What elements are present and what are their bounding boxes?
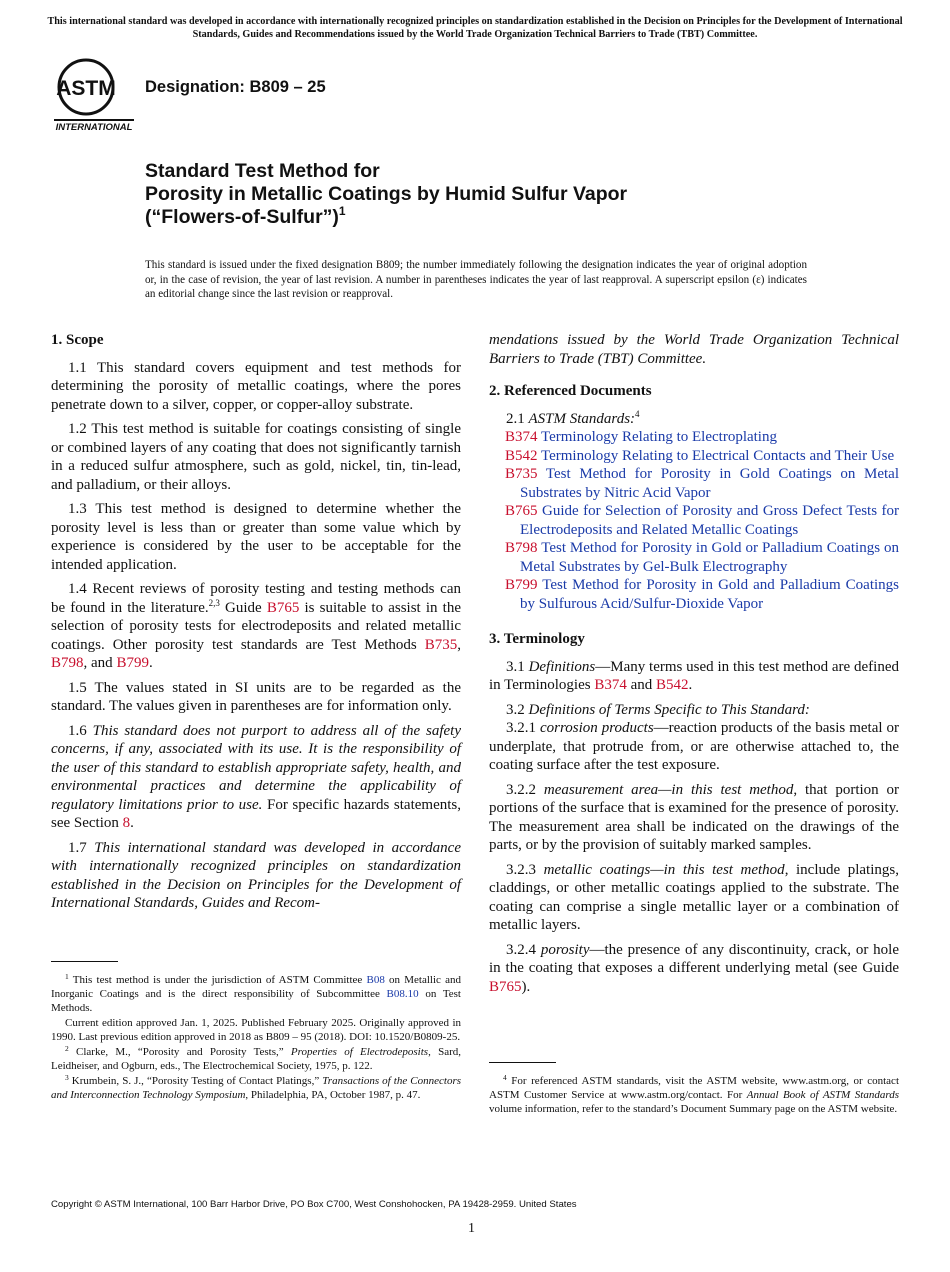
footnote-1-edition: Current edition approved Jan. 1, 2025. Published February 2025. Originally approved in 1990. Last previous edition approved in 2018 as B809 – 95 (2018). DOI: 10.1520/B0809-25. — [51, 1017, 461, 1043]
reference-item[interactable] — [489, 539, 899, 576]
text: Guide — [219, 599, 267, 616]
title-line-3: (“Flowers-of-Sulfur”) — [145, 206, 339, 228]
scope-heading: 1. Scope — [51, 332, 104, 348]
text: . — [130, 815, 134, 831]
reference-item[interactable] — [489, 502, 899, 539]
text: —Many terms used in this test method are defined in Terminologies — [489, 658, 899, 693]
footnote-mark: 1 — [65, 972, 69, 981]
ref-code[interactable]: B735 — [505, 466, 538, 482]
text: Definitions — [528, 658, 596, 675]
paragraph-3-1 — [489, 658, 899, 695]
text: , Philadelphia, PA, October 1987, p. 47. — [245, 1089, 421, 1101]
footnotes-right — [489, 1074, 899, 1117]
footnotes-left — [51, 973, 461, 1103]
text: , that portion or portions of the surface that is examined for the presence of porosity. The measurement area shall be indicated on the drawings of the parts, or by the provision of suitably marked samples. — [489, 781, 900, 853]
link-b798[interactable]: B798 — [51, 655, 84, 671]
text: 3.2.2 — [506, 781, 544, 798]
copyright-footer: Copyright © ASTM International, 100 Barr Harbor Drive, PO Box C700, West Conshohocken, PA 19428-2959. United States — [51, 1199, 577, 1210]
text: Properties of Electrodeposits — [290, 1046, 429, 1058]
paragraph-1-2: 1.2 This test method is suitable for coatings consisting of single or combined layers of any coating that does not significantly tarnish in a reduced sulfur atmosphere, such as gold, nickel, tin, tin-lead, and palladium, or their alloys. — [51, 421, 461, 493]
text: on Test Methods. — [51, 988, 461, 1014]
title-line-2: Porosity in Metallic Coatings by Humid Sulfur Vapor — [145, 183, 628, 205]
text: Transactions of the Connectors and Interconnection Technology Symposium — [51, 1075, 462, 1101]
footnote-2 — [51, 1045, 461, 1073]
international-standard-notice: This international standard was developed in accordance with internationally recognized principles on standardization established in the Decision on Principles for the Development of International Standards, Guides and Recommendations issued by the World Trade Organization Technical Barriers to Trade (TBT) Committee. — [47, 16, 903, 40]
footnote-1 — [51, 973, 461, 1015]
issued-note: This standard is issued under the fixed designation B809; the number immediately following the designation indicates the year of original adoption or, in the case of revision, the year of last revision. A number in parentheses indicates the year of last reapproval. A superscript epsilon (ε) indicates an editorial change since the last revision or reapproval. — [145, 259, 807, 300]
text: measurement area—in this test method — [543, 781, 794, 798]
text: on Metallic and Inorganic Coatings and is the direct responsibility of Subcommittee — [51, 974, 461, 1000]
paragraph-3-2-3 — [489, 861, 899, 935]
footnote-mark: 2 — [65, 1044, 69, 1053]
paragraph-3-2-4 — [489, 941, 899, 997]
title-footnote-mark: 1 — [338, 204, 346, 218]
text: Clarke, M., “Porosity and Porosity Tests,” — [68, 1046, 291, 1058]
text: 3.1 — [506, 658, 529, 675]
text: This standard does not purport to address all of the safety concerns, if any, associated with its use. It is the responsibility of the user of this standard to establish appropriate safety, health, and environmental practices and determine the applicability of regulatory limitations prior to use. — [51, 722, 462, 813]
ref-code[interactable]: B374 — [505, 429, 538, 445]
ref-code[interactable]: B799 — [505, 577, 538, 593]
text: 1.7 — [68, 839, 95, 856]
text: corrosion products — [539, 720, 654, 736]
link-b08[interactable]: B08 — [366, 974, 385, 986]
ref-title[interactable]: Test Method for Porosity in Gold Coatings on Metal Substrates by Nitric Acid Vapor — [520, 466, 899, 501]
text: —reaction products of the basis metal or underplate, that protrude from, or are otherwise attached to, the coating surface after the test exposure. — [489, 720, 899, 773]
link-b765[interactable]: B765 — [266, 599, 300, 616]
text: Annual Book of ASTM Standards — [746, 1089, 899, 1101]
footnote-ref[interactable]: 2,3 — [208, 597, 220, 608]
ref-code[interactable]: B798 — [505, 540, 538, 556]
paragraph-1-7 — [51, 839, 461, 913]
astm-logo-icon — [54, 55, 134, 133]
text: metallic coatings—in this test method — [543, 861, 785, 878]
footnote-3 — [51, 1074, 461, 1102]
link-b542[interactable]: B542 — [656, 677, 689, 693]
text: 2.1 — [506, 410, 529, 427]
footnote-mark: 4 — [503, 1073, 507, 1082]
left-column — [51, 331, 461, 919]
ref-title[interactable]: Test Method for Porosity in Gold and Palladium Coatings by Sulfurous Acid/Sulfur-Dioxide Vapor — [520, 577, 899, 612]
reference-item[interactable] — [489, 447, 899, 466]
text: porosity — [540, 941, 590, 958]
text: ). — [521, 978, 531, 995]
text: For specific hazards statements, see Section — [51, 796, 461, 831]
paragraph-1-4 — [51, 580, 461, 673]
logo-subtext: INTERNATIONAL — [55, 122, 133, 133]
text: For referenced ASTM standards, visit the ASTM website, www.astm.org, or contact ASTM Customer Service at www.astm.org/contact. For — [489, 1075, 899, 1101]
text: This international standard was developed in accordance with internationally recognized principles on standardization established in the Decision on Principles for the Development of International Standards, Guides and Recom- — [51, 839, 461, 911]
link-b799[interactable]: B799 — [116, 655, 149, 671]
astm-standards-subheading — [489, 410, 899, 429]
footnote-4 — [489, 1074, 899, 1116]
text: . — [688, 677, 693, 693]
text: 3.2.1 — [506, 720, 540, 736]
reference-item[interactable] — [489, 576, 899, 613]
designation: Designation: B809 – 25 — [145, 78, 326, 96]
paragraph-1-1: 1.1 This standard covers equipment and test methods for determining the porosity of metallic coatings, where the pores penetrate down to a silver, copper, or copper-alloy substrate. — [51, 359, 461, 413]
footnote-divider — [51, 961, 118, 962]
footnote-ref[interactable]: 4 — [635, 408, 640, 419]
ref-code[interactable]: B542 — [505, 447, 538, 464]
text: Definitions of Terms Specific to This Standard: — [528, 701, 810, 718]
text: , include platings, claddings, or other metallic coatings applied to the substrate. The coating can comprise a single metallic layer or a combination of metallic layers. — [489, 861, 899, 933]
right-column — [489, 331, 899, 1002]
text: 3.2.3 — [506, 861, 544, 878]
text: , Sard, Leidheiser, and Ogburn, eds., The Electrochemical Society, 1975, p. 122. — [51, 1046, 461, 1072]
ref-code[interactable]: B765 — [505, 503, 538, 519]
text: . — [148, 655, 153, 671]
paragraph-3-2-1 — [489, 719, 899, 775]
paragraph-3-2-2 — [489, 781, 899, 855]
footnote-divider — [489, 1062, 556, 1063]
paragraph-1-7-continued: mendations issued by the World Trade Organization Technical Barriers to Trade (TBT) Committee. — [489, 332, 899, 367]
terminology-heading: 3. Terminology — [489, 631, 585, 647]
text: 1.4 Recent reviews of porosity testing and testing methods can be found in the literature. — [51, 581, 461, 616]
page-number: 1 — [468, 1221, 475, 1236]
text: —the presence of any discontinuity, crack, or hole in the coating that exposes a different underlying metal (see Guide — [489, 941, 900, 976]
text: ASTM Standards: — [528, 410, 636, 427]
link-b374[interactable]: B374 — [594, 677, 627, 693]
title-line-1: Standard Test Method for — [145, 160, 380, 182]
ref-title[interactable]: Terminology Relating to Electroplating — [541, 429, 777, 445]
link-b765[interactable]: B765 — [489, 978, 522, 995]
link-section-8[interactable]: 8 — [122, 815, 131, 831]
footnote-mark: 3 — [65, 1073, 69, 1082]
text: 3.2 — [506, 701, 529, 718]
link-b735[interactable]: B735 — [424, 636, 458, 653]
reference-item[interactable] — [489, 428, 899, 447]
ref-title[interactable]: Guide for Selection of Porosity and Gross Defect Tests for Electrodeposits and Related Metallic Coatings — [520, 503, 900, 538]
text: , and — [83, 655, 117, 671]
text: is suitable to assist in the selection of porosity tests for electrodeposits and related metallic coatings. Other porosity test standards are Test Methods — [51, 599, 462, 653]
link-b08-10[interactable]: B08.10 — [386, 988, 419, 1000]
text: This test method is under the jurisdiction of ASTM Committee — [68, 974, 367, 986]
referenced-documents-heading: 2. Referenced Documents — [489, 383, 652, 399]
text: volume information, refer to the standard’s Document Summary page on the ASTM website. — [489, 1103, 898, 1115]
ref-title[interactable]: Test Method for Porosity in Gold or Palladium Coatings on Metal Substrates by Gel-Bulk Electrography — [520, 540, 900, 575]
paragraph-1-5: 1.5 The values stated in SI units are to be regarded as the standard. The values given in parentheses are for information only. — [51, 679, 461, 714]
text: 1.6 — [68, 722, 93, 739]
paragraph-1-6 — [51, 722, 461, 833]
text: Krumbein, S. J., “Porosity Testing of Contact Platings,” — [68, 1075, 323, 1087]
document-title — [145, 160, 845, 229]
logo-text: ASTM — [56, 77, 116, 100]
text: , — [457, 636, 461, 653]
paragraph-3-2 — [489, 701, 899, 720]
text: and — [626, 677, 657, 693]
text: 3.2.4 — [506, 941, 541, 958]
ref-title[interactable]: Terminology Relating to Electrical Contacts and Their Use — [541, 447, 895, 464]
reference-item[interactable] — [489, 465, 899, 502]
paragraph-1-3: 1.3 This test method is designed to determine whether the porosity level is less than or greater than some value which by experience is considered by the user to be acceptable for the intended application. — [51, 501, 461, 573]
